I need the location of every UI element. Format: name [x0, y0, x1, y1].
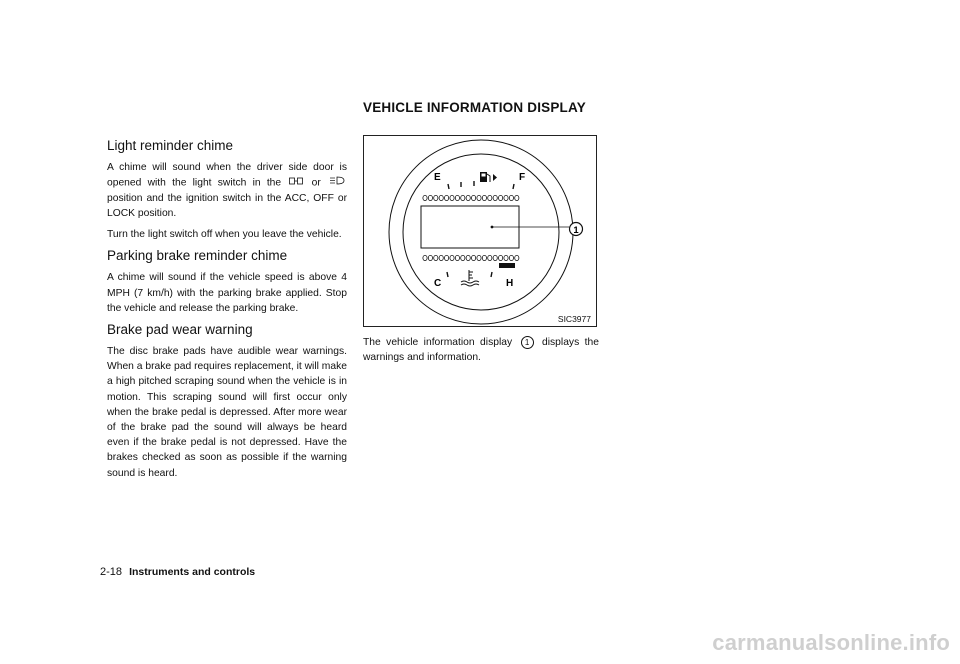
segment-dot	[493, 255, 497, 260]
callout-reference: 1	[521, 336, 534, 349]
segment-dot	[466, 255, 470, 260]
segment-dot	[477, 255, 481, 260]
section-heading-parking-brake: Parking brake reminder chime	[107, 248, 288, 264]
fuel-gauge-ticks	[448, 181, 514, 189]
right-column	[363, 100, 599, 371]
figure-caption: The vehicle information display 1 displays the warnings and information.	[363, 337, 599, 364]
segment-dot	[428, 255, 432, 260]
segment-dot	[434, 255, 438, 260]
segment-dot	[434, 195, 438, 200]
segment-dot	[488, 195, 492, 200]
temperature-segment-row	[423, 255, 519, 260]
temperature-hot-label: H	[506, 278, 514, 289]
segment-dot	[509, 195, 513, 200]
segment-dot	[515, 195, 519, 200]
light-reminder-paragraph-2: Turn the light switch off when you leave the vehicle.	[107, 229, 342, 241]
fuel-segment-row	[423, 195, 519, 200]
gauge-figure	[363, 135, 597, 327]
segment-dot	[488, 255, 492, 260]
page-title: VEHICLE INFORMATION DISPLAY	[363, 100, 586, 115]
segment-dot	[439, 255, 443, 260]
parking-light-icon	[289, 175, 303, 190]
segment-dot	[466, 195, 470, 200]
brake-pad-paragraph: The disc brake pads have audible wear warnings. When a brake pad requires replacement, it will make a high pitched scraping sound when the vehicle is in motion. This scraping sound will first occur only when the brake pedal is depressed. After more wear of the brake pad the sound will always be heard even if the brake pedal is not depressed. Have the brakes checked as soon as possible if the warning sound is heard.	[107, 345, 347, 479]
gauge-illustration	[364, 136, 598, 328]
segment-dot	[450, 255, 454, 260]
segment-dot	[499, 255, 503, 260]
segment-dot	[493, 195, 497, 200]
fuel-empty-label: E	[434, 172, 441, 183]
section-heading-brake-pad: Brake pad wear warning	[107, 321, 253, 337]
segment-dot	[423, 255, 427, 260]
fuel-pump-icon	[480, 172, 497, 182]
segment-dot	[455, 195, 459, 200]
segment-dot	[461, 255, 465, 260]
segment-dot	[428, 195, 432, 200]
section-heading-light-reminder: Light reminder chime	[107, 138, 234, 153]
headlight-icon	[329, 175, 345, 190]
temperature-cold-label: C	[434, 278, 442, 289]
segment-dot	[450, 195, 454, 200]
figure-code: SIC3977	[557, 314, 591, 324]
segment-dot	[504, 195, 508, 200]
callout-number: 1	[573, 225, 579, 236]
temperature-bar	[499, 263, 515, 268]
segment-dot	[477, 195, 481, 200]
light-reminder-paragraph-1: A chime will sound when the driver side door is opened with the light switch in the or position and the ignition switch in the ACC, OFF or LOCK position.	[107, 162, 347, 219]
segment-dot	[439, 195, 443, 200]
fuel-full-label: F	[519, 172, 526, 183]
page-number: 2-18	[100, 566, 123, 578]
segment-dot	[482, 195, 486, 200]
segment-dot	[509, 255, 513, 260]
segment-dot	[461, 195, 465, 200]
segment-dot	[472, 255, 476, 260]
segment-dot	[504, 255, 508, 260]
segment-dot	[423, 195, 427, 200]
segment-dot	[455, 255, 459, 260]
segment-dot	[445, 195, 449, 200]
segment-dot	[482, 255, 486, 260]
parking-brake-paragraph: A chime will sound if the vehicle speed is above 4 MPH (7 km/h) with the parking brake applied. Stop the vehicle and release the parking brake.	[107, 272, 347, 314]
segment-dot	[515, 255, 519, 260]
segment-dot	[499, 195, 503, 200]
watermark: carmanualsonline.info	[712, 630, 950, 655]
page-footer	[100, 566, 255, 578]
left-column	[107, 138, 347, 487]
segment-dot	[445, 255, 449, 260]
footer-section-title: Instruments and controls	[129, 566, 256, 578]
coolant-temperature-icon	[461, 270, 479, 286]
segment-dot	[472, 195, 476, 200]
